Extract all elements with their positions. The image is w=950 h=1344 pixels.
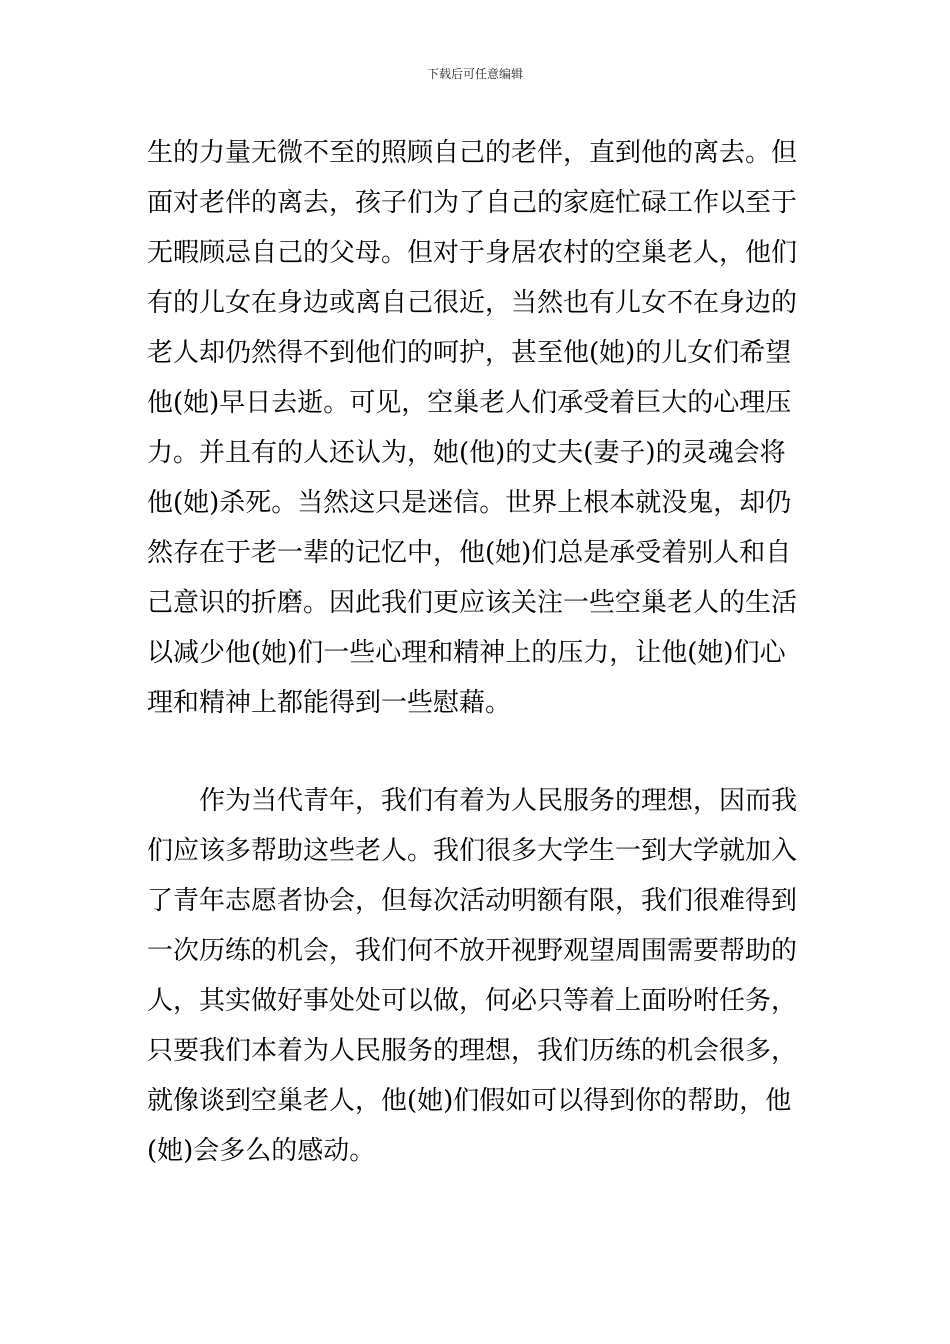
text-line: 有的儿女在身边或离自己很近，当然也有儿女不在身边的	[147, 288, 798, 318]
paragraph-2	[147, 776, 807, 1176]
text-line: 他(她)早日去逝。可见，空巢老人们承受着巨大的心理压	[147, 388, 792, 418]
text-line: (她)会多么的感动。	[147, 1136, 376, 1166]
text-line: 他(她)杀死。当然这只是迷信。世界上根本就没鬼，却仍	[147, 488, 792, 518]
text-line: 人，其实做好事处处可以做，何必只等着上面吩咐任务，	[147, 986, 798, 1016]
text-line: 然存在于老一辈的记忆中，他(她)们总是承受着别人和自	[147, 538, 792, 568]
text-line: 就像谈到空巢老人，他(她)们假如可以得到你的帮助，他	[147, 1086, 792, 1116]
text-line: 只要我们本着为人民服务的理想，我们历练的机会很多，	[147, 1036, 798, 1066]
text-line: 们应该多帮助这些老人。我们很多大学生一到大学就加入	[147, 836, 798, 866]
text-line: 了青年志愿者协会，但每次活动明额有限，我们很难得到	[147, 886, 798, 916]
text-line: 一次历练的机会，我们何不放开视野观望周围需要帮助的	[147, 936, 798, 966]
text-line: 老人却仍然得不到他们的呵护，甚至他(她)的儿女们希望	[147, 338, 792, 368]
text-line: 己意识的折磨。因此我们更应该关注一些空巢老人的生活	[147, 588, 798, 618]
text-line: 理和精神上都能得到一些慰藉。	[147, 688, 512, 718]
text-line: 力。并且有的人还认为，她(他)的丈夫(妻子)的灵魂会将	[147, 438, 786, 468]
text-line: 无暇顾忌自己的父母。但对于身居农村的空巢老人，他们	[147, 238, 798, 268]
page-header: 下载后可任意编辑	[426, 67, 523, 81]
text-line: 作为当代青年，我们有着为人民服务的理想，因而我	[147, 786, 798, 816]
text-line: 以减少他(她)们一些心理和精神上的压力，让他(她)们心	[147, 638, 786, 668]
text-line: 面对老伴的离去，孩子们为了自己的家庭忙碌工作以至于	[147, 188, 798, 218]
paragraph-1	[147, 128, 807, 728]
text-line: 生的力量无微不至的照顾自己的老伴，直到他的离去。但	[147, 138, 798, 168]
